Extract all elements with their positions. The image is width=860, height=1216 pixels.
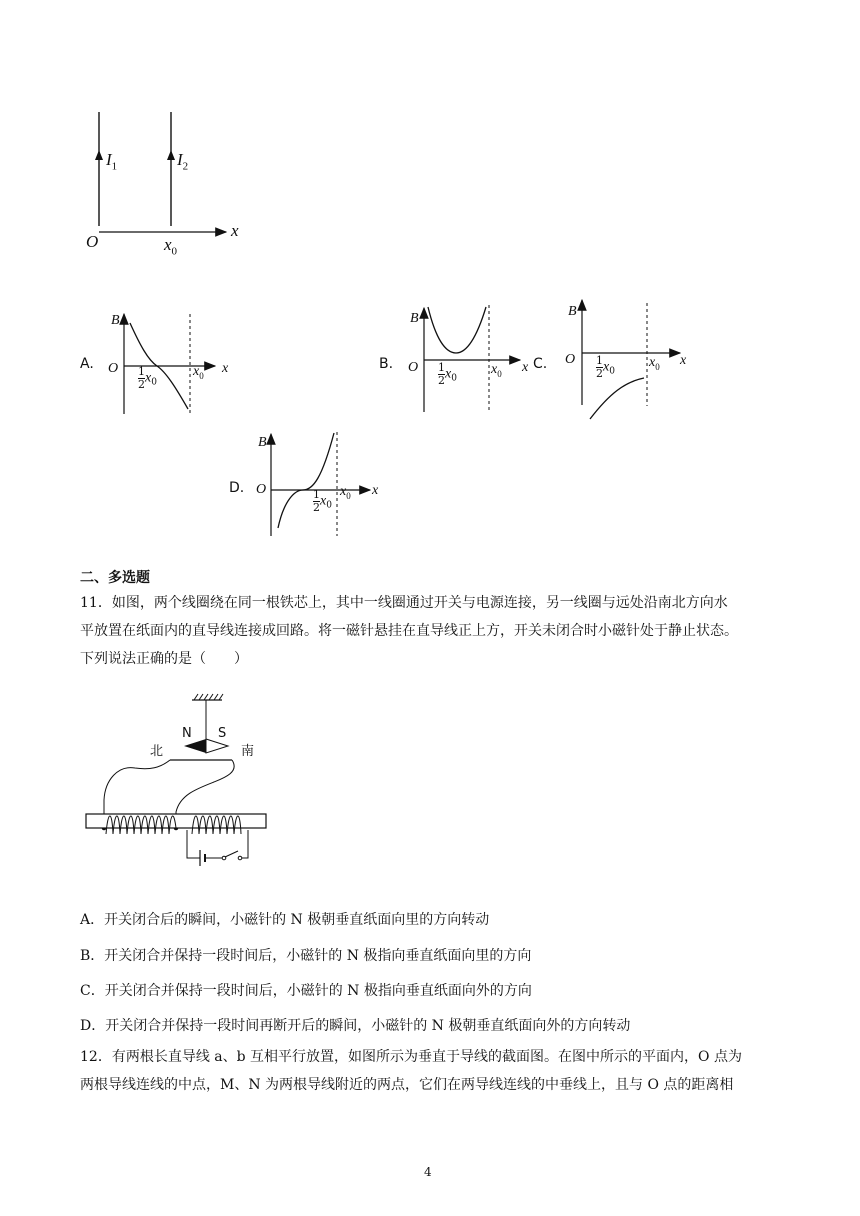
graph-d-O: O (256, 482, 267, 497)
origin-label: O (86, 232, 99, 251)
needle-S-label: S (218, 726, 227, 741)
graph-b-O: O (408, 360, 419, 375)
x-axis-label: x (231, 221, 239, 240)
option-d-label[interactable]: D. (229, 480, 245, 496)
graph-c-B: B (568, 304, 577, 319)
q12-line-1: 12．有两根长直导线 a、b 互相平行放置，如图所示为垂直于导线的截面图。在图中所示的平面内，O 点为 (80, 1049, 742, 1065)
option-a-label[interactable]: A. (80, 356, 94, 372)
graph-a-O: O (108, 361, 119, 376)
graph-c-half: $\frac{1}{2}$ $x_0$ (596, 354, 615, 380)
graph-c-O: O (565, 352, 576, 367)
north-label: 北 (150, 744, 164, 759)
graph-b-x0: $x_0$ (491, 362, 502, 379)
section-title: 二、多选题 (80, 570, 150, 586)
graph-d-x: x (372, 483, 379, 498)
graph-d-x0: $x_0$ (340, 484, 351, 501)
graph-a-x0: $x_0$ (193, 364, 204, 381)
option-c-label[interactable]: C. (533, 356, 548, 372)
q11-option-b[interactable]: B．开关闭合并保持一段时间后，小磁针的 N 极指向垂直纸面向里的方向 (80, 948, 532, 964)
q11-option-d[interactable]: D．开关闭合并保持一段时间再断开后的瞬间，小磁针的 N 极朝垂直纸面向外的方向转动 (80, 1018, 631, 1034)
graph-b-B: B (410, 311, 419, 326)
graph-a-B: B (111, 313, 120, 328)
graph-c-x0: $x_0$ (649, 355, 660, 372)
graph-b-half: $\frac{1}{2}$ $x_0$ (438, 361, 457, 387)
question-12-stem (80, 1043, 780, 1099)
q11-option-a[interactable]: A．开关闭合后的瞬间，小磁针的 N 极朝垂直纸面向里的方向转动 (80, 912, 490, 928)
graph-d-B: B (258, 435, 267, 450)
graph-a-half: $\frac{1}{2}$ $x_0$ (138, 365, 157, 391)
graph-d-half: $\frac{1}{2}$ $x_0$ (313, 488, 332, 514)
graph-c-x: x (680, 353, 687, 368)
I2-label: $I_2$ (177, 150, 189, 173)
q11-line-3: 下列说法正确的是（ ） (80, 651, 248, 667)
graph-a-x: x (222, 361, 229, 376)
q11-option-c[interactable]: C．开关闭合并保持一段时间后，小磁针的 N 极指向垂直纸面向外的方向 (80, 983, 532, 999)
option-b-label[interactable]: B. (379, 356, 394, 372)
x0-label: $x_0$ (164, 235, 178, 258)
q12-line-2: 两根导线连线的中点，M、N 为两根导线附近的两点，它们在两导线连线的中垂线上，且与 O 点的距离相 (80, 1077, 734, 1093)
page-number: 4 (424, 1165, 432, 1179)
graph-b-x: x (522, 360, 529, 375)
I1-label: $I_1$ (106, 150, 118, 173)
south-label: 南 (241, 744, 255, 759)
q11-line-2: 平放置在纸面内的直导线连接成回路。将一磁针悬挂在直导线正上方，开关未闭合时小磁针处于静止状态。 (80, 623, 738, 639)
needle-N-label: N (182, 726, 192, 741)
q11-line-1: 11．如图，两个线圈绕在同一根铁芯上，其中一线圈通过开关与电源连接，另一线圈与远处沿南北方向水 (80, 595, 728, 611)
